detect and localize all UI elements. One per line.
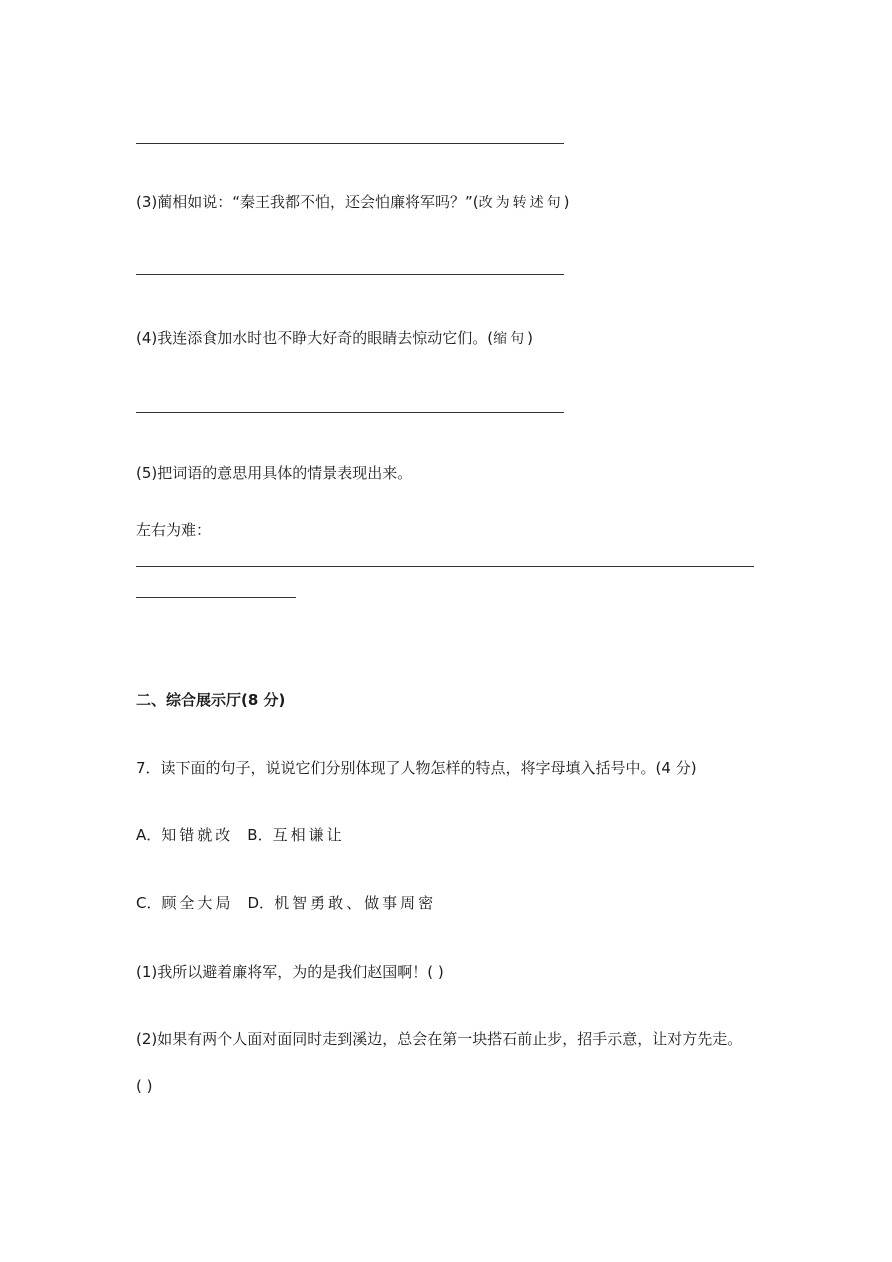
sentence-2: (2)如果有两个人面对面同时走到溪边，总会在第一块搭石前止步，招手示意，让对方先走。 bbox=[136, 1030, 743, 1048]
answer-line bbox=[136, 566, 754, 567]
question-5-word: 左右为难： bbox=[136, 521, 212, 539]
question-4-close: ) bbox=[527, 329, 533, 347]
question-3-text: (3)蔺相如说：“秦王我都不怕，还会怕廉将军吗？”( bbox=[136, 193, 479, 211]
question-3-close: ) bbox=[563, 193, 570, 211]
sentence-1: (1)我所以避着廉将军，为的是我们赵国啊！( ) bbox=[136, 963, 444, 981]
question-3 bbox=[136, 192, 570, 213]
section-heading: 二、综合展示厅(8 分) bbox=[136, 691, 286, 709]
question-4-text: (4)我连添食加水时也不睁大好奇的眼睛去惊动它们。( bbox=[136, 329, 494, 347]
question-4-note: 缩句 bbox=[493, 331, 528, 347]
question-4 bbox=[136, 328, 533, 349]
option-b-text: 互相谦让 bbox=[272, 826, 345, 844]
question-3-note: 改为转述句 bbox=[478, 195, 564, 211]
option-a-letter: A． bbox=[136, 826, 162, 844]
option-d-letter: D． bbox=[247, 894, 275, 912]
answer-line bbox=[136, 274, 564, 275]
options-row-cd bbox=[136, 893, 436, 913]
option-d-text: 机智勇敢、做事周密 bbox=[274, 894, 437, 912]
option-c-text: 顾全大局 bbox=[161, 894, 234, 912]
option-a-text: 知错就改 bbox=[161, 826, 234, 844]
option-c-letter: C． bbox=[136, 894, 162, 912]
answer-line bbox=[136, 143, 564, 144]
question-5: (5)把词语的意思用具体的情景表现出来。 bbox=[136, 464, 413, 482]
option-b-letter: B． bbox=[247, 826, 273, 844]
sentence-2-paren: ( ) bbox=[136, 1077, 153, 1095]
options-row-ab bbox=[136, 825, 345, 845]
answer-line bbox=[136, 597, 296, 598]
answer-line bbox=[136, 412, 564, 413]
question-7: 7．读下面的句子，说说它们分别体现了人物怎样的特点，将字母填入括号中。(4 分) bbox=[136, 759, 697, 777]
